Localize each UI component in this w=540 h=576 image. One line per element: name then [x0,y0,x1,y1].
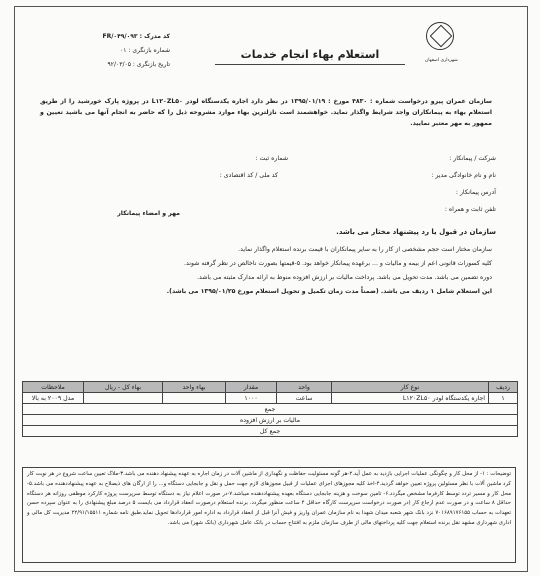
col-notes: ملاحظات [23,382,84,393]
vat-label: مالیات بر ارزش افزوده [23,415,518,426]
title-underline [215,64,405,65]
page-title: استعلام بهاء انجام خدمات [240,48,380,61]
cell-work-type: اجاره یکدستگاه لودر L۱۲۰ZL۵۰ [332,393,489,404]
total-label: جمع کل [23,426,518,437]
logo-caption: شهرداری اصفهان [425,58,458,63]
address-label: آدرس پیمانکار : [455,189,496,196]
total-row [23,426,518,437]
intro-paragraph: سازمان عمران پیرو درخواست شماره : ۴۸۳۰ مورخ : ۱۳۹۵/۰۱/۱۹ در نظر دارد اجاره یکدستگاه لودر L۱۲۰ZL۵۰ در پروژه پارک خورشید را از طریق استعلام بهاء به پیمانکاران واجد شرایط واگذار نماید. خواهشمند است نازلترین بهاء موارد مشروحه ذیل را که حاضر به انجام آنها می باشید تعیین و ممهور به مهر معتبر نمایید. [40,98,493,127]
manager-name-label: نام و نام خانوادگی مدیر : [431,172,496,179]
sum-label: جمع [23,404,518,415]
table-row [23,393,518,404]
phone-label: تلفن ثابت و همراه : [444,206,496,213]
revision-number: شماره بازنگری : ۰۱ [120,47,170,54]
acceptance-title: سازمان در قبول یا رد پیشنهاد مختار می باشد. [336,228,496,236]
condition-3: دوره تضمین می باشد. مدت تحویل می باشد. پرداخت مالیات بر ارزش افزوده منوط به ارائه مدارک مثبته می باشد. [196,274,492,281]
sum-row [23,404,518,415]
registration-number-label: شماره ثبت : [255,155,288,162]
col-unit: واحد [277,382,332,393]
cell-quantity: ۱۰۰۰ [226,393,277,404]
col-quantity: مقدار [226,382,277,393]
col-work-type: نوع کار [332,382,489,393]
document-code: کد مدرک : FR/۰۴۹/۰۹۳ [102,33,170,40]
national-id-label: کد ملی / کد اقتصادی : [219,172,278,179]
revision-date: تاریخ بازنگری : ۹۲/۰۳/۰۵ [107,61,170,68]
condition-1: سازمان مختار است حجم مشخصی از کار را به سایر پیمانکاران با قیمت برنده استعلام واگذار نماید. [238,246,492,253]
document-meta [40,30,170,72]
cell-total-price[interactable] [84,393,163,404]
vat-row [23,415,518,426]
cell-unit-price[interactable] [163,393,226,404]
cell-unit: ساعت [277,393,332,404]
cell-row-number: ۱ [489,393,518,404]
condition-4: این استعلام شامل ۱ ردیف می باشد. (ضمناً مدت زمان تکمیل و تحویل استعلام مورخ ۱۳۹۵/۰۱/۲۵ می باشد). [166,288,492,295]
table-header-row [23,382,518,393]
col-total-price: بهاء کل - ریال [84,382,163,393]
cell-notes: مدل ۲۰۰۹ به بالا [23,393,84,404]
notes-box: توضیحات : ۱- از محل کار و چگونگی عملیات اجرایی بازدید به عمل آید.۲-هر گونه مسئولیت حفاظت و نگهداری از ماشین آلات در زمان اجاره به عهده پیشنهاد دهنده می باشد.۳-ملاک تعیین ساعت شروع در هر نوبت کار کرد ماشین آلات با نظر مسئولین پروژه تعیین خواهد گردید.۴-اخذ کلیه مجوزهای اجرای عملیات از قبیل مجوزهای لازم جهت حمل و نقل و جابجایی دستگاه و... را از ارگان های ذیصلاح به عهده پیشنهاددهنده می باشد.۵-محل کار و مسیر تردد توسط کارفرما مشخص میگردد.۶- تامین سوخت و هزینه جابجایی دستگاه بعهده پیشنهاددهنده میباشد.۷-در صورت اعلام نیاز به دستگاه توسط سرپرست پروژه کارکرد موظفی روزانه هر دستگاه حداقل ۸ ساعت و در صورت عدم ارجاع کار (در صورت درخواست سرپرست کارگاه حداقل ۴ ساعت منظور میگردد. برنده استعلام درصورت انعقاد قرارداد می بایست ۵ درصد مبلغ پیشنهادی را به عنوان سپرده حسن تعهدات به حساب ۷۰۱۶۸۹۱۷۶۱۵۵ نزد بانک شهر شعبه میدان شهدا به نام سازمان عمران واریز و فیش آنرا قبل از انعقاد قرارداد به اداره امور قراردادها تحویل نماید.طبق نامه شماره ۲۲/۹۱/۱۵۵۱۱ مدیریت کل مالی و اداری شهرداری مشهد نقل برنده استعلام جهت کلیه پرداختهای مالی از طرف سازمان ملزم به افتتاح حساب در بانک عامل شهرداری (بانک شهر) می باشد. [22,467,516,563]
condition-2: کلیه کسورات قانونی اعم از بیمه و مالیات و ... برعهده پیمانکار خواهد بود. ۵-قیمتها بصورت ناخالص در نظر گرفته شوند. [184,260,492,267]
company-field-label: شرکت / پیمانکار : [449,155,496,162]
municipality-logo-icon [426,22,454,50]
col-row-number: ردیف [489,382,518,393]
price-table [22,381,518,437]
stamp-signature-label: مهر و امضاء پیمانکار [117,210,180,217]
col-unit-price: بهاء واحد [163,382,226,393]
